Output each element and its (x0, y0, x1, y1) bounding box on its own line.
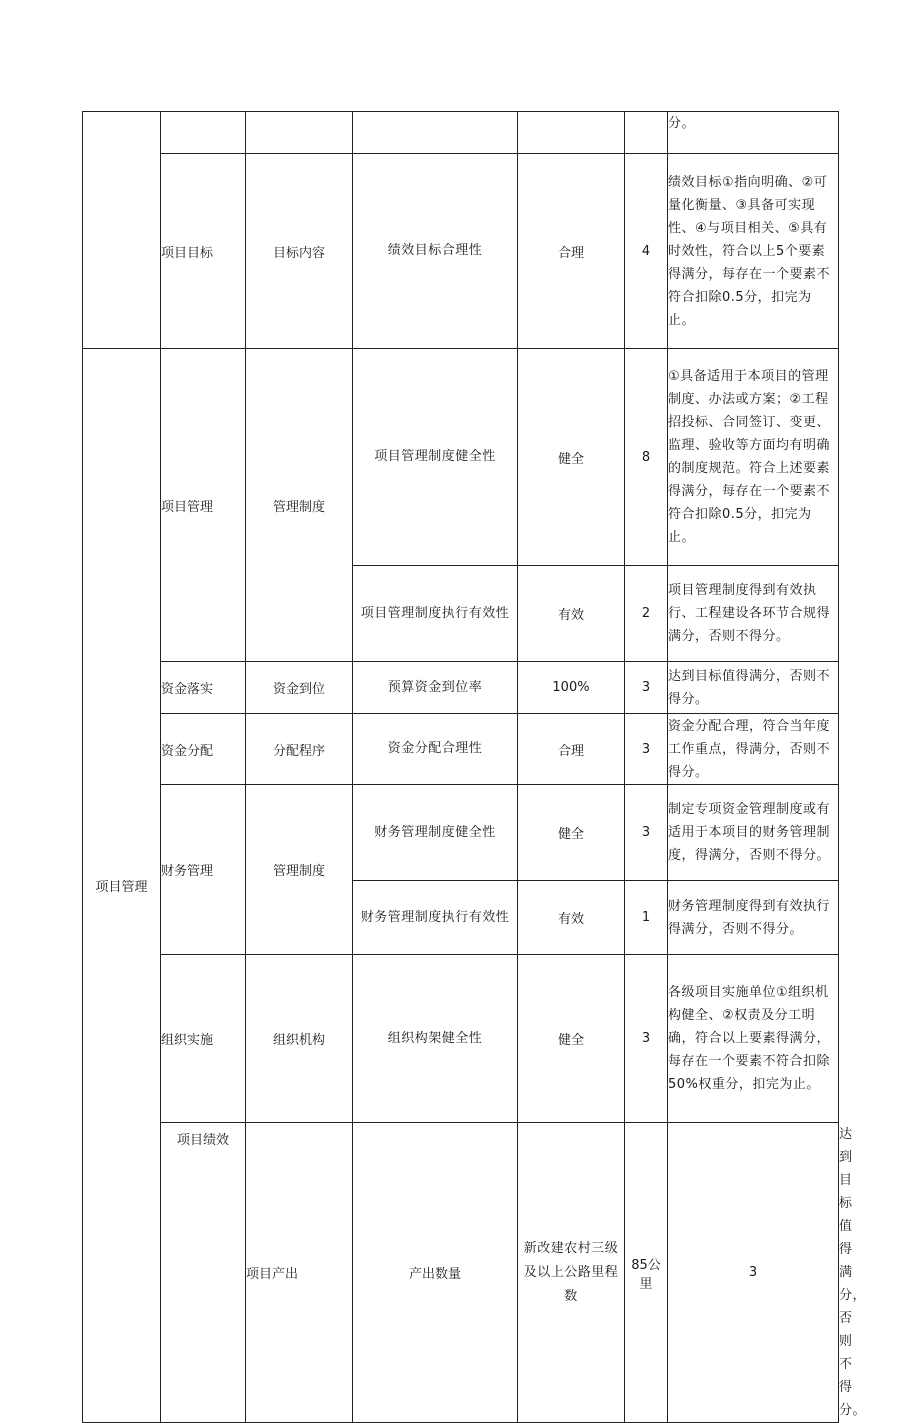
target-cell: 健全 (518, 349, 625, 566)
level3-cell: 资金到位 (246, 662, 353, 714)
table-row (83, 154, 839, 349)
level2-cell: 资金落实 (161, 662, 246, 714)
target-cell: 有效 (518, 881, 625, 955)
target-cell: 合理 (518, 154, 625, 349)
level2-cell: 组织实施 (161, 955, 246, 1123)
indicator-cell: 组织构架健全性 (353, 955, 518, 1123)
target-cell: 85公里 (625, 1123, 668, 1423)
target-cell: 合理 (518, 714, 625, 785)
indicator-cell: 预算资金到位率 (353, 662, 518, 714)
table-row (83, 112, 839, 154)
criteria-cell: 绩效目标①指向明确、②可量化衡量、③具备可实现性、④与项目相关、⑤具有时效性，符合以上5个要素得满分，每存在一个要素不符合扣除0.5分，扣完为止。 (668, 154, 839, 349)
level2-cell: 项目目标 (161, 154, 246, 349)
score-cell: 2 (625, 566, 668, 662)
target-cell: 有效 (518, 566, 625, 662)
table-row (83, 349, 839, 566)
criteria-cell: 分。 (668, 112, 839, 154)
table-row (83, 955, 839, 1123)
indicator-cell: 项目管理制度执行有效性 (353, 566, 518, 662)
indicator-cell: 绩效目标合理性 (353, 154, 518, 349)
table-row (83, 714, 839, 785)
level1-cell (83, 112, 161, 349)
table-row (83, 785, 839, 881)
level2-cell (161, 112, 246, 154)
indicator-cell: 财务管理制度健全性 (353, 785, 518, 881)
performance-evaluation-table (82, 111, 867, 1423)
table-row (83, 662, 839, 714)
target-cell (518, 112, 625, 154)
criteria-cell: 制定专项资金管理制度或有适用于本项目的财务管理制度，得满分，否则不得分。 (668, 785, 839, 881)
score-cell: 8 (625, 349, 668, 566)
score-cell: 4 (625, 154, 668, 349)
target-cell: 100% (518, 662, 625, 714)
level3-cell: 管理制度 (246, 349, 353, 662)
score-cell: 1 (625, 881, 668, 955)
level2-cell: 项目产出 (246, 1123, 353, 1423)
criteria-cell: 项目管理制度得到有效执行、工程建设各环节合规得满分，否则不得分。 (668, 566, 839, 662)
level2-cell: 资金分配 (161, 714, 246, 785)
score-cell: 3 (625, 714, 668, 785)
target-cell: 健全 (518, 785, 625, 881)
level3-cell: 产出数量 (353, 1123, 518, 1423)
target-cell: 健全 (518, 955, 625, 1123)
criteria-cell: ①具备适用于本项目的管理制度、办法或方案；②工程招投标、合同签订、变更、监理、验收等方面均有明确的制度规范。符合上述要素得满分，每存在一个要素不符合扣除0.5分，扣完为止。 (668, 349, 839, 566)
score-cell: 3 (625, 785, 668, 881)
score-cell: 3 (625, 662, 668, 714)
level3-cell: 管理制度 (246, 785, 353, 955)
criteria-cell: 资金分配合理，符合当年度工作重点，得满分，否则不得分。 (668, 714, 839, 785)
level3-cell: 组织机构 (246, 955, 353, 1123)
level3-cell: 分配程序 (246, 714, 353, 785)
score-cell: 3 (668, 1123, 839, 1423)
indicator-cell: 财务管理制度执行有效性 (353, 881, 518, 955)
indicator-cell (353, 112, 518, 154)
level3-cell: 目标内容 (246, 154, 353, 349)
level3-cell (246, 112, 353, 154)
criteria-cell: 各级项目实施单位①组织机构健全、②权责及分工明确，符合以上要素得满分，每存在一个要素不符合扣除50%权重分，扣完为止。 (668, 955, 839, 1123)
criteria-cell: 达到目标值得满分，否则不得分。 (668, 662, 839, 714)
indicator-cell: 资金分配合理性 (353, 714, 518, 785)
level2-cell: 财务管理 (161, 785, 246, 955)
criteria-cell: 财务管理制度得到有效执行得满分，否则不得分。 (668, 881, 839, 955)
table-row: 项目绩效 项目产出 产出数量 新改建农村三级及以上公路里程数 85公里 3 达到目标值得满分，否则不得分。 (83, 1123, 839, 1423)
score-cell: 3 (625, 955, 668, 1123)
indicator-cell: 项目管理制度健全性 (353, 349, 518, 566)
score-cell (625, 112, 668, 154)
level1-cell: 项目管理 (83, 349, 161, 1423)
level2-cell: 项目管理 (161, 349, 246, 662)
indicator-cell: 新改建农村三级及以上公路里程数 (518, 1123, 625, 1423)
level1-cell: 项目绩效 (161, 1123, 246, 1423)
